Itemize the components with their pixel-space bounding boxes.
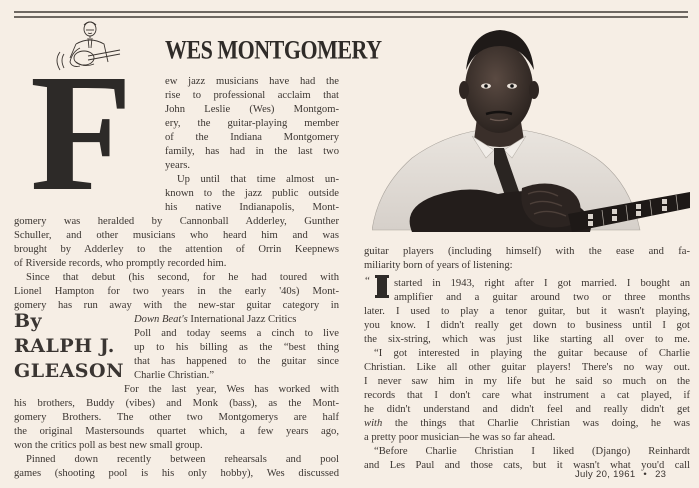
text-line: For the last year, Wes has worked with	[124, 384, 339, 395]
text-line: Lionel Hampton for two years in the early '40s) Mont-	[14, 286, 339, 297]
text-line	[134, 314, 339, 326]
text-line: later. I used to play a tenor guitar, but it wasn't playing,	[364, 306, 690, 317]
text-line: known to the jazz public outside	[165, 188, 339, 199]
open-quote-mark: “	[365, 275, 370, 287]
text-line: Pinned down recently between rehearsals and pool	[26, 454, 339, 465]
text-line: that has happened to the guitar since	[134, 356, 339, 367]
byline-last-name: GLEASON	[14, 360, 124, 382]
page-number: 23	[655, 469, 667, 480]
text-line: ery, the guitar-playing member	[165, 118, 339, 129]
text-line: he didn't understand and didn't feel and really didn't get	[364, 404, 690, 415]
footer-separator: •	[643, 469, 648, 480]
text-line: of Riverside records, who promptly recorded him.	[14, 258, 227, 269]
guitarist-portrait-photo	[372, 18, 690, 232]
byline-by: By	[14, 310, 43, 332]
text-line: gomery Brothers. The other two Montgomerys are half	[14, 412, 339, 423]
text-line: John Leslie (Wes) Montgom-	[165, 104, 339, 115]
text-line: you know. I didn't really get down to business until I got	[364, 320, 690, 331]
text-line: gomery has run away with the new-star guitar category in	[14, 300, 339, 311]
text-line: “I got interested in playing the guitar because of Charlie	[374, 348, 690, 359]
text-line: ew jazz musicians have had the	[165, 76, 339, 87]
text-span: the things that Charlie Christian was doing, he was	[382, 418, 690, 429]
header-rule-top	[14, 11, 688, 13]
text-line: Up until that time almost un-	[177, 174, 339, 185]
text-line: family, has had in the last two	[165, 146, 339, 157]
text-line: amplifier and a guitar around two or three months	[394, 292, 690, 303]
text-line: of the Indiana Montgomery	[165, 132, 339, 143]
text-line: the six-string, which was just like starting all over to me.	[364, 334, 690, 345]
text-line: “Before Charlie Christian I liked (Django) Reinhardt	[374, 446, 690, 457]
issue-date: July 20, 1961	[575, 469, 636, 480]
text-line	[364, 418, 690, 430]
italic-word: with	[364, 418, 383, 429]
byline-first-name: RALPH J.	[14, 335, 115, 357]
text-line: gomery was heralded by Cannonball Adderley, Gunther	[14, 216, 339, 227]
text-line: Charlie Christian.”	[134, 370, 215, 381]
drop-cap-f: F	[30, 68, 133, 198]
guitarist-sketch-icon	[50, 18, 125, 74]
text-span: International Jazz Critics	[187, 314, 297, 325]
text-line: brought by Adderley to the attention of Orrin Keepnews	[14, 244, 339, 255]
text-line: Christian. Like all other guitar players! There's no way out.	[364, 362, 690, 373]
text-line: guitar players (including himself) with the ease and fa-	[364, 246, 690, 257]
text-line: records that I don't care what instrument a cat played, if	[364, 390, 690, 401]
text-line: rise to professional acclaim that	[165, 90, 339, 101]
text-line: won the critics poll as best new small group.	[14, 440, 203, 451]
text-line: Since that debut (his second, for he had toured with	[26, 272, 339, 283]
page-footer	[575, 469, 666, 481]
text-line: his native Indianapolis, Mont-	[165, 202, 339, 213]
text-line: started in 1943, right after I got married. I bought an	[394, 278, 690, 289]
text-line: up to his billing as the “best thing	[134, 342, 339, 353]
magazine-name: Down Beat's	[134, 314, 188, 325]
text-line: I never saw him in my life but he said so much on the	[364, 376, 690, 387]
text-line: a pretty poor musician—he was so far ahead.	[364, 432, 556, 443]
text-line: the original Mastersounds quartet which, a few years ago,	[14, 426, 339, 437]
text-line: miliarity born of years of listening:	[364, 260, 513, 271]
quote-drop-cap-i	[377, 276, 387, 297]
text-line: Schuller, and other musicians who heard him and was	[14, 230, 339, 241]
text-line: games (shooting pool is his only hobby), Wes discussed	[14, 468, 339, 479]
text-line: Poll and today seems a cinch to live	[134, 328, 339, 339]
article-title: WES MONTGOMERY	[165, 35, 382, 65]
text-line: and Les Paul and those cats, but it wasn't what you'd call	[364, 460, 690, 471]
text-line: years.	[165, 160, 190, 171]
text-line: his brothers, Buddy (vibes) and Monk (bass), as the Mont-	[14, 398, 339, 409]
